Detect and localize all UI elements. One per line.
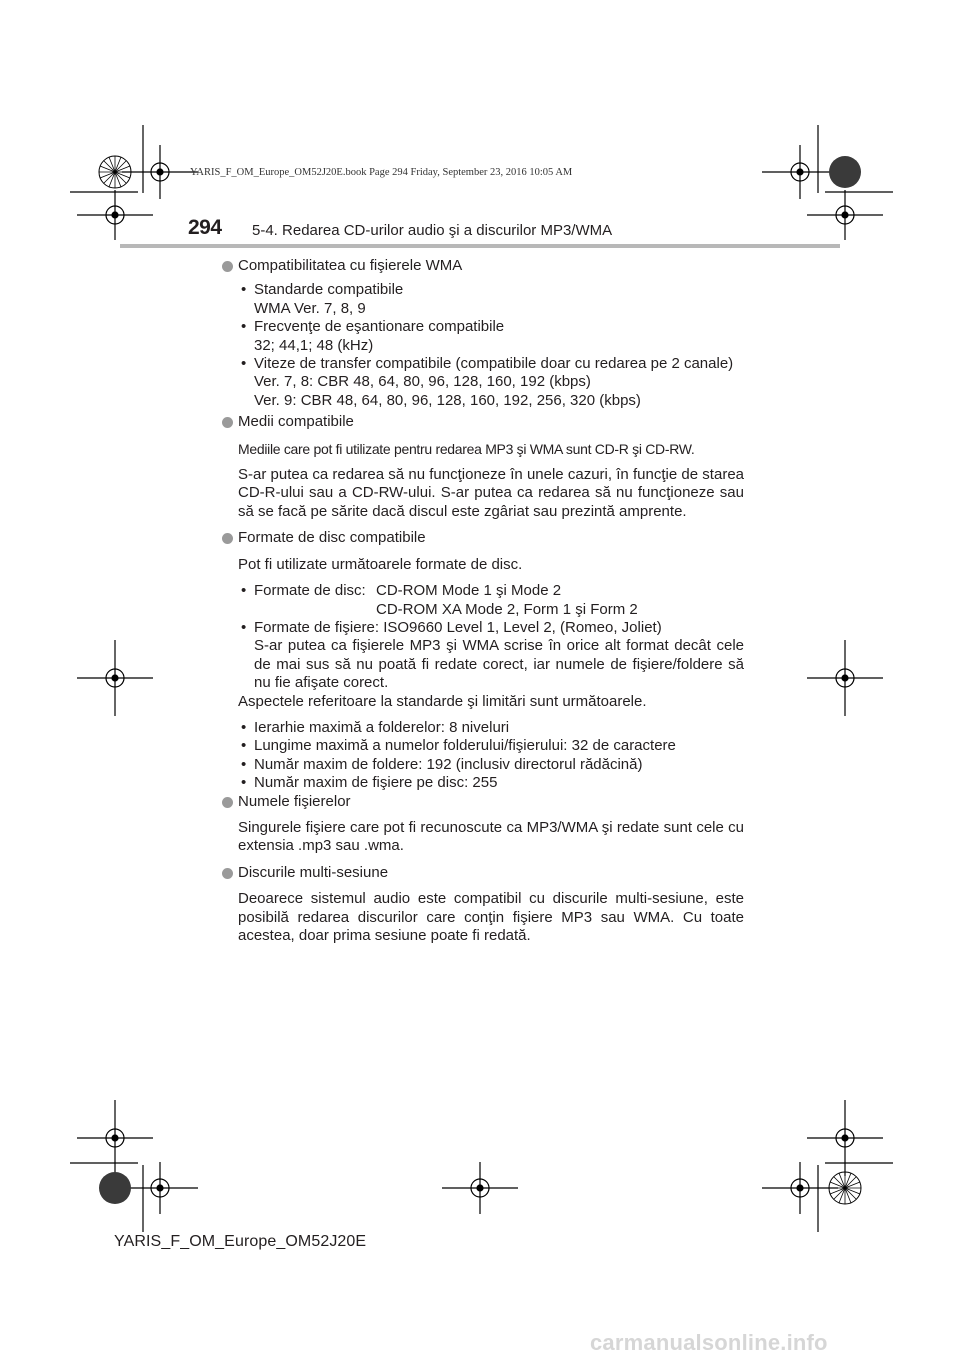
section-heading: Discurile multi-sesiune [238, 863, 389, 881]
list-item: • Standarde compatibile WMA Ver. 7, 8, 9 [238, 281, 744, 318]
registration-target [762, 145, 838, 199]
registration-target [807, 190, 883, 240]
item-label: Standarde compatibile [254, 281, 404, 299]
registration-target [77, 190, 153, 240]
registration-target [122, 145, 198, 199]
main-content [222, 257, 744, 945]
section-multisession [222, 864, 744, 882]
section-wma [222, 257, 744, 275]
limits-list [238, 719, 744, 793]
item-label: Formate de fişiere: ISO9660 Level 1, Level 2, (Romeo, Joliet) [254, 618, 662, 636]
bullet-icon [222, 261, 233, 272]
book-info: YARIS_F_OM_Europe_OM52J20E.book Page 294 Friday, September 23, 2016 10:05 AM [190, 167, 573, 178]
bullet-icon [222, 797, 233, 808]
registration-target [762, 1162, 838, 1214]
section-heading: Medii compatibile [238, 413, 354, 431]
footer-doc-code: YARIS_F_OM_Europe_OM52J20E [114, 1233, 367, 1250]
bullet-icon [222, 417, 233, 428]
section-filenames [222, 793, 744, 811]
item-label: Formate de disc: [254, 582, 366, 600]
item-detail: S-ar putea ca fişierele MP3 şi WMA scrise în orice alt format decât cele de mai sus să nu poată fi redate corect, iar numele de fişiere/foldere să nu fie afişate corect. [254, 637, 744, 692]
registration-target [77, 640, 153, 716]
header-rule [120, 244, 840, 248]
section-formats [222, 529, 744, 547]
page-number: 294 [188, 216, 222, 239]
registration-target [77, 1100, 153, 1176]
paragraph: Aspectele referitoare la standarde şi limitări sunt următoarele. [238, 692, 647, 710]
paragraph: Mediile care pot fi utilizate pentru redarea MP3 şi WMA sunt CD-R şi CD-RW. [238, 440, 695, 457]
list-item: • Formate de disc: CD-ROM Mode 1 şi Mode 2 CD-ROM XA Mode 2, Form 1 şi Form 2 [241, 582, 638, 618]
section-heading: Compatibilitatea cu fişierele WMA [238, 257, 463, 274]
registration-target [122, 1162, 198, 1214]
item-detail: 32; 44,1; 48 (kHz) [254, 336, 374, 354]
starburst-mark [829, 1172, 861, 1204]
item-label: Viteze de transfer compatibile (compatibile doar cu redarea pe 2 canale) [254, 355, 734, 373]
item-detail: WMA Ver. 7, 8, 9 [254, 299, 366, 317]
bullet-icon [222, 868, 233, 879]
list-item: • Formate de fişiere: ISO9660 Level 1, Level 2, (Romeo, Joliet) S-ar putea ca fişierele MP3 şi WMA scrise în orice alt format decât cele de mai sus să nu poată fi redate corect, iar numele de fişiere/foldere să nu fie afişate corect. [241, 618, 744, 692]
registration-target [807, 1100, 883, 1176]
solid-mark [829, 156, 861, 188]
bullet-icon [222, 533, 233, 544]
list-item: • Număr maxim de foldere: 192 (inclusiv directorul rădăcină) [241, 755, 643, 773]
list-item: • Ierarhie maximă a folderelor: 8 niveluri [241, 718, 510, 736]
section-title: 5-4. Redarea CD-urilor audio şi a discurilor MP3/WMA [252, 222, 613, 239]
section-heading: Formate de disc compatibile [238, 529, 426, 547]
starburst-mark [99, 156, 131, 188]
solid-mark [99, 1172, 131, 1204]
registration-target [807, 640, 883, 716]
item-detail: CD-ROM XA Mode 2, Form 1 şi Form 2 [376, 600, 638, 618]
item-detail: CD-ROM Mode 1 şi Mode 2 [376, 582, 562, 600]
paragraph: S-ar putea ca redarea să nu funcţioneze în unele cazuri, în funcţie de starea CD-R-ului sau a CD-RW-ului. S-ar putea ca redarea să nu funcţioneze sau să se facă pe sărite dacă discul este zgâriat sau prezintă amprente. [238, 466, 744, 520]
section-heading: Numele fişierelor [238, 792, 351, 810]
list-item: • Viteze de transfer compatibile (compatibile doar cu redarea pe 2 canale) Ver. 7, 8: CBR 48, 64, 80, 96, 128, 160, 192 (kbps) Ver. 9: CBR 48, 64, 80, 96, 128, 160, 192, 256, 320 (kbps) [238, 355, 744, 410]
list-item: • Lungime maximă a numelor folderului/fişierului: 32 de caractere [241, 737, 676, 755]
item-detail: Ver. 7, 8: CBR 48, 64, 80, 96, 128, 160, 192 (kbps) [254, 373, 591, 391]
section-media [222, 413, 744, 431]
registration-target [442, 1162, 518, 1214]
item-label: Frecvenţe de eşantionare compatibile [254, 318, 505, 336]
list-item: • Număr maxim de fişiere pe disc: 255 [241, 774, 498, 792]
paragraph: Singurele fişiere care pot fi recunoscute ca MP3/WMA şi redate sunt cele cu extensia .mp3 sau .wma. [238, 818, 744, 855]
wma-list [222, 281, 744, 410]
item-detail: Ver. 9: CBR 48, 64, 80, 96, 128, 160, 192, 256, 320 (kbps) [254, 391, 641, 409]
watermark: carmanualsonline.info [590, 1330, 828, 1355]
list-item: • Frecvenţe de eşantionare compatibile 32; 44,1; 48 (kHz) [238, 318, 744, 355]
paragraph: Pot fi utilizate următoarele formate de disc. [238, 555, 523, 573]
paragraph: Deoarece sistemul audio este compatibil cu discurile multi-sesiune, este posibilă redarea discurilor care conţin fişiere MP3 sau WMA. Cu toate acestea, doar prima sesiune poate fi redată. [238, 890, 744, 944]
